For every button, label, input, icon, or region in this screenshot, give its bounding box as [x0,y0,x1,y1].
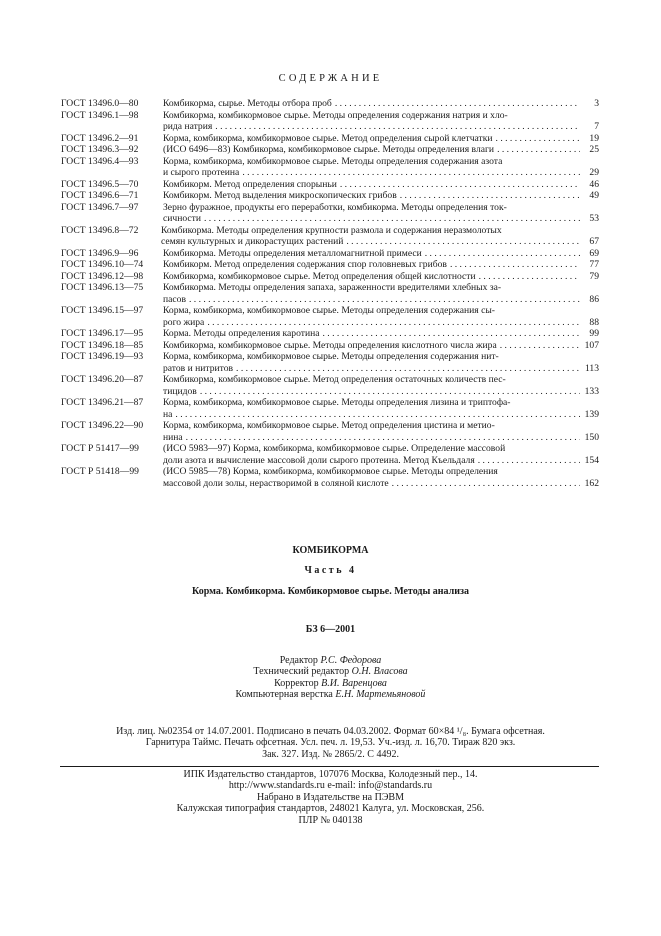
imprint-line: Зак. 327. Изд. № 2865/2. С 4492. [262,748,399,760]
toc-code: ГОСТ 13496.0—80 [61,98,139,109]
book-title: КОМБИКОРМА [292,545,369,556]
toc-leader [450,259,580,271]
toc-page-number: 67 [589,236,599,247]
toc-code: ГОСТ Р 51417—99 [61,443,139,454]
toc-page-number: 53 [589,213,599,224]
imprint-line: Изд. лиц. №02354 от 14.07.2001. Подписано в печать 04.03.2002. Формат 60×84 ¹/₈. Бумага офсетная. [116,726,545,737]
toc-body [163,443,599,466]
toc-title: тицидов [163,385,197,397]
toc-title: Корма, комбикорма, комбикормовое сырье. Метод определения сырой клетчатки [163,132,493,144]
toc-code: ГОСТ 13496.15—97 [61,305,144,316]
toc-page-number: 29 [589,167,599,178]
publisher-line: http://www.standards.ru e-mail: info@standards.ru [228,780,433,792]
toc-title-line [163,363,599,375]
toc-body [163,271,599,283]
credits [0,655,661,701]
toc-code: ГОСТ 13496.4—93 [61,155,139,167]
toc-title: Корма. Методы определения каротина [163,328,320,339]
toc-code: ГОСТ 13496.17—95 [61,328,144,339]
toc-title-line [163,167,599,179]
toc-page-number: 154 [584,454,599,466]
publisher-line: Набрано в Издательстве на ПЭВМ [257,791,404,803]
toc-entry [61,259,599,271]
toc-title: нина [163,431,183,443]
toc-page-number: 7 [594,121,599,132]
toc-entry [61,351,599,374]
table-of-contents [61,98,599,489]
toc-title: Комбикорма, сырье. Методы отбора проб [163,98,332,109]
toc-entry [61,110,599,133]
toc-page-number: 3 [594,98,599,109]
toc-body [163,190,599,202]
publisher-line: Калужская типография стандартов, 248021 Калуга, ул. Московская, 256. [176,803,485,815]
toc-entry [61,374,599,397]
toc-code: ГОСТ 13496.2—91 [61,132,139,144]
imprint-line: Гарнитура Таймс. Печать офсетная. Усл. печ. л. 19,53. Уч.-изд. л. 16,70. Тираж 820 экз. [145,737,516,749]
toc-title-line [163,478,599,490]
toc-body [163,466,599,489]
toc-leader [500,340,580,352]
toc-leader [478,455,580,467]
toc-title: и сырого протеина [163,167,240,178]
credit-role: Технический редактор [253,666,350,678]
toc-entry [61,225,599,248]
toc-leader [200,386,580,398]
toc-page-number: 69 [589,247,599,259]
toc-entry [61,144,599,156]
toc-title-line [163,294,599,306]
toc-entry [61,133,599,145]
toc-body [163,156,599,179]
toc-page-number: 77 [589,259,599,270]
toc-leader [204,213,580,225]
credit-tech-editor [0,666,661,677]
toc-leader [189,294,580,306]
toc-title-line [163,144,599,156]
toc-page-number: 46 [589,178,599,190]
toc-body [163,98,599,110]
toc-title-line: Комбикорма, комбикормовое сырье. Метод определения остаточных количеств пес- [163,374,506,385]
toc-title-line [163,98,599,110]
toc-page-number: 107 [584,339,599,351]
toc-code: ГОСТ 13496.5—70 [61,178,139,190]
toc-title-line [163,455,599,467]
credit-role: Компьютерная верстка [235,689,333,701]
toc-title-line: Зерно фуражное, продукты его переработки, комбикорма. Методы определения ток- [163,201,507,213]
toc-code: ГОСТ 13496.3—92 [61,144,139,155]
toc-title: (ИСО 6496—83) Комбикорма, комбикормовое сырье. Методы определения влаги [163,144,495,155]
toc-title-line: Комбикорма. Методы определения запаха, зараженности вредителями хлебных за- [163,282,502,293]
toc-title-line [163,190,599,202]
toc-page-number: 49 [589,190,599,201]
toc-entry [61,202,599,225]
toc-title-line: Корма, комбикорма, комбикормовое сырье. Методы определения содержания сы- [163,305,495,316]
toc-body [163,420,599,443]
toc-title: ратов и нитритов [163,362,234,374]
toc-code: ГОСТ 13496.10—74 [61,259,144,270]
credit-layout [0,689,661,700]
credit-name: В.И. Варенцова [321,677,387,689]
divider [60,766,599,767]
imprint [0,726,661,760]
toc-title: на [163,408,173,420]
toc-body [163,202,599,225]
toc-page-number: 99 [589,328,599,339]
toc-leader [207,317,580,329]
toc-body [163,110,599,133]
toc-leader [497,144,580,156]
credit-editor [0,655,661,666]
toc-entry [61,466,599,489]
toc-code: ГОСТ 13496.22—90 [61,420,144,431]
toc-leader [479,271,580,283]
toc-body [163,259,599,271]
toc-entry [61,443,599,466]
toc-page-number: 25 [589,144,599,155]
toc-title-line [161,236,599,248]
toc-code: ГОСТ 13496.8—72 [61,224,139,236]
toc-leader [215,121,580,133]
toc-title-line [163,259,599,271]
toc-title-line [163,179,599,191]
toc-title-line [163,121,599,133]
part-label: Часть 4 [304,565,357,576]
credit-name: Р.С. Федорова [320,655,382,666]
toc-body [163,144,599,156]
toc-title-line: Комбикорма. Методы определения крупности размола и содержания неразмолотых [161,224,502,236]
toc-page-number: 79 [589,270,599,282]
toc-body [163,248,599,260]
toc-body [161,225,599,248]
toc-body [163,340,599,352]
page-title: СОДЕРЖАНИЕ [278,73,383,84]
toc-body [163,305,599,328]
toc-entry [61,271,599,283]
toc-code: ГОСТ 13496.13—75 [61,282,144,293]
toc-leader [335,98,580,110]
bz-code: БЗ 6—2001 [305,624,356,635]
toc-title: пасов [163,293,186,305]
toc-title-line: (ИСО 5983—97) Корма, комбикорма, комбикормовое сырье. Определение массовой [163,443,506,454]
toc-body [163,397,599,420]
toc-page-number: 150 [584,431,599,443]
toc-title: Комбикорм. Метод определения спорыньи [163,178,337,190]
toc-code: ГОСТ 13496.9—96 [61,247,139,259]
toc-title-line [163,248,599,260]
toc-title: сичности [163,213,201,224]
toc-title: доли азота и вычисление массовой доли сырого протеина. Метод Къельдаля [163,454,475,466]
toc-leader [425,248,580,260]
toc-title: Комбикорм. Метод выделения микроскопических грибов [163,190,397,201]
toc-title: Комбикорма, комбикормовое сырье. Методы определения кислотного числа жира [163,339,497,351]
toc-entry [61,98,599,110]
toc-title-line [163,213,599,225]
toc-body [163,179,599,191]
toc-title: Комбикорм. Метод определения содержания спор головневых грибов [163,259,447,270]
toc-title: Комбикорма, комбикормовое сырье. Метод определения общей кислотности [163,270,476,282]
toc-leader [323,328,581,340]
toc-entry [61,420,599,443]
toc-leader [175,409,580,421]
toc-title-line [163,328,599,340]
toc-body [163,282,599,305]
toc-title-line [163,133,599,145]
toc-leader [186,432,580,444]
toc-title: Комбикорма. Методы определения металломагнитной примеси [163,247,422,259]
toc-body [163,328,599,340]
toc-title-line [163,409,599,421]
toc-body [163,374,599,397]
toc-title-line: Корма, комбикорма, комбикормовое сырье. Метод определения цистина и метио- [163,420,495,431]
toc-entry [61,156,599,179]
toc-title: массовой доли золы, нерастворимой в соляной кислоте [163,477,389,489]
toc-code: ГОСТ Р 51418—99 [61,466,139,477]
toc-title-line: (ИСО 5985—78) Корма, комбикорма, комбикормовое сырье. Методы определения [163,466,498,477]
book-subtitle: Корма. Комбикорма. Комбикормовое сырье. Методы анализа [191,586,470,597]
toc-code: ГОСТ 13496.7—97 [61,201,139,213]
toc-code: ГОСТ 13496.12—98 [61,270,144,282]
toc-leader [400,190,580,202]
toc-entry [61,340,599,352]
toc-code: ГОСТ 13496.21—87 [61,397,144,408]
credit-role: Редактор [279,655,318,666]
toc-title-line [163,271,599,283]
publisher-info [0,769,661,826]
toc-title-line [163,386,599,398]
toc-title-line [163,340,599,352]
toc-title-line: Корма, комбикорма, комбикормовое сырье. Методы определения лизина и триптофа- [163,397,511,408]
toc-page-number: 133 [584,385,599,397]
toc-title-line: Корма, комбикорма, комбикормовое сырье. Методы определения содержания нит- [163,351,499,362]
publisher-line: ИПК Издательство стандартов, 107076 Москва, Колодезный пер., 14. [183,769,478,780]
toc-code: ГОСТ 13496.19—93 [61,351,144,362]
toc-entry [61,305,599,328]
toc-page-number: 86 [589,293,599,305]
toc-leader [346,236,580,248]
toc-entry [61,179,599,191]
toc-entry [61,190,599,202]
toc-title-line [163,317,599,329]
toc-code: ГОСТ 13496.1—98 [61,109,139,121]
toc-code: ГОСТ 13496.20—87 [61,374,144,385]
toc-title-line [163,432,599,444]
toc-page-number: 88 [589,316,599,328]
credit-role: Корректор [274,677,319,689]
toc-entry [61,248,599,260]
toc-title-line: Комбикорма, комбикормовое сырье. Методы определения содержания натрия и хло- [163,109,508,121]
toc-title: рида натрия [163,121,213,132]
toc-page-number: 162 [584,477,599,489]
toc-page-number: 19 [589,132,599,144]
toc-entry [61,282,599,305]
toc-leader [242,167,580,179]
toc-page-number: 139 [584,408,599,420]
publisher-line: ПЛР № 040138 [298,814,363,826]
toc-leader [392,478,580,490]
toc-leader [236,363,580,375]
toc-entry [61,397,599,420]
credit-proofreader [0,678,661,689]
credit-name: О.Н. Власова [351,666,408,678]
toc-title: семян культурных и дикорастущих растений [161,236,344,247]
toc-body [163,351,599,374]
toc-leader [496,133,580,145]
toc-page-number: 113 [584,362,599,374]
toc-body [163,133,599,145]
credit-name: Е.Н. Мартемьяновой [335,689,426,701]
toc-title-line: Корма, комбикорма, комбикормовое сырье. Методы определения содержания азота [163,155,503,167]
toc-entry [61,328,599,340]
toc-leader [340,179,580,191]
toc-code: ГОСТ 13496.6—71 [61,190,139,201]
toc-title: рого жира [163,316,205,328]
toc-code: ГОСТ 13496.18—85 [61,339,144,351]
